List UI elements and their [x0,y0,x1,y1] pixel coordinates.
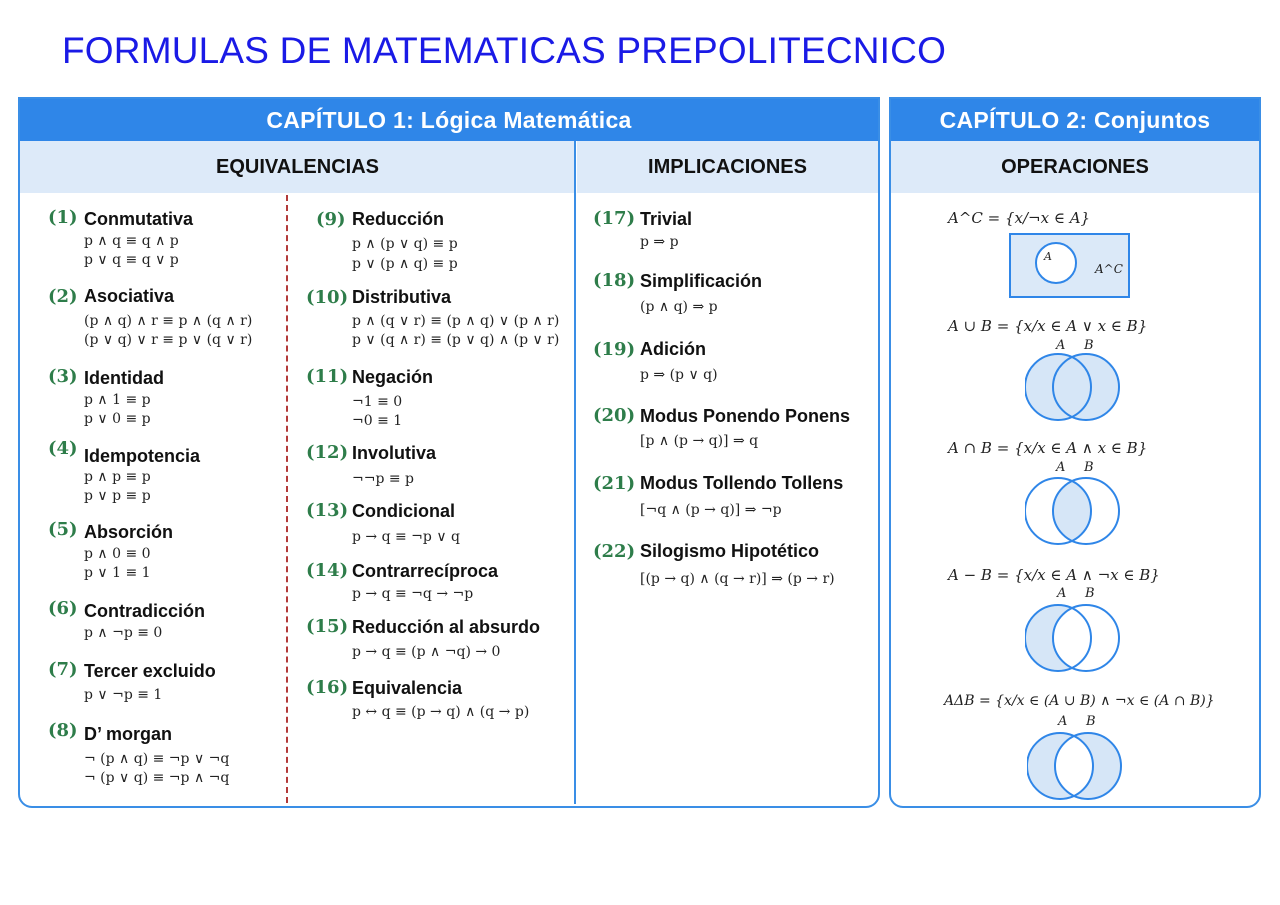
implication-name: Silogismo Hipotético [640,541,820,561]
implication-name: Modus Tollendo Tollens [640,473,844,493]
law-number: (11) [306,366,349,387]
law-number: (13) [306,500,349,521]
law-formula: p ∨ p ≡ p [84,488,151,504]
venn-label-a: A [1057,586,1067,601]
implication-number: (21) [593,473,636,494]
law-formula: ¬0 ≡ 1 [352,413,403,429]
law-name: Reducción [352,209,445,229]
implication-name: Adición [640,339,706,359]
law-number: (2) [48,286,78,307]
law-number: (6) [48,598,78,619]
law-name: Equivalencia [352,678,463,698]
law-formula: ¬ (p ∨ q) ≡ ¬p ∧ ¬q [84,770,230,786]
law-number: (3) [48,366,78,387]
law-name: Contradicción [84,601,206,621]
implication-number: (18) [593,270,636,291]
law-name: Absorción [84,522,174,542]
law-name: Negación [352,367,434,387]
law-formula: p ∧ 1 ≡ p [84,392,151,408]
chapter2-title: CAPÍTULO 2: Conjuntos [891,99,1259,141]
law-formula: p ∨ ¬p ≡ 1 [84,687,163,703]
complement-label-c: A^C [1095,262,1123,276]
law-formula: p ∨ (q ∧ r) ≡ (p ∨ q) ∧ (p ∨ r) [352,332,560,348]
operaciones-header: OPERACIONES [891,141,1259,193]
implication-number: (19) [593,339,636,360]
venn-label-b: B [1086,714,1096,729]
law-number: (16) [306,677,349,698]
venn-label-a: A [1056,338,1066,353]
law-number: (9) [316,209,346,230]
set-a-circle [1036,243,1076,283]
law-formula: p → q ≡ ¬p ∨ q [352,529,460,545]
implication-name: Modus Ponendo Ponens [640,406,850,426]
law-formula: (p ∨ q) ∨ r ≡ p ∨ (q ∨ r) [84,332,253,348]
law-formula: (p ∧ q) ∧ r ≡ p ∧ (q ∧ r) [84,313,253,329]
equivalencias-divider [286,195,288,803]
law-formula: ¬¬p ≡ p [352,471,415,487]
complement-diagram [1009,233,1131,299]
law-formula: p → q ≡ (p ∧ ¬q) → 0 [352,644,501,660]
law-number: (1) [48,207,78,228]
complement-formula: A^C = {x/¬x ∈ A} [948,209,1091,227]
venn-intersection [1025,474,1121,548]
law-formula: ¬1 ≡ 0 [352,394,403,410]
implication-number: (20) [593,405,636,426]
equivalencias-header: EQUIVALENCIAS [20,141,575,193]
law-name: Idempotencia [84,446,201,466]
law-formula: p ∨ 0 ≡ p [84,411,151,427]
venn-symmetric-difference [1027,729,1123,803]
venn-union [1025,350,1121,424]
column-divider [574,141,576,804]
law-formula: p ∧ (q ∨ r) ≡ (p ∧ q) ∨ (p ∧ r) [352,313,560,329]
law-name: Asociativa [84,286,175,306]
venn-label-a: A [1058,714,1068,729]
implication-formula: (p ∧ q) ⇒ p [640,299,718,315]
chapter1-title: CAPÍTULO 1: Lógica Matemática [20,99,878,141]
law-name: Conmutativa [84,209,194,229]
law-number: (10) [306,287,349,308]
implication-formula: [p ∧ (p → q)] ⇒ q [640,433,759,449]
implication-formula: p ⇒ p [640,234,679,250]
law-number: (4) [48,438,78,459]
law-name: Involutiva [352,443,437,463]
venn-label-b: B [1085,586,1095,601]
law-number: (8) [48,720,78,741]
law-formula: p ∨ (p ∧ q) ≡ p [352,256,458,272]
law-formula: p ∨ q ≡ q ∨ p [84,252,179,268]
venn-difference [1025,601,1121,675]
implication-formula: p ⇒ (p ∨ q) [640,367,718,383]
law-name: D’ morgan [84,724,173,744]
set-formula: A − B = {x/x ∈ A ∧ ¬x ∈ B} [948,566,1160,584]
venn-label-b: B [1084,338,1094,353]
implication-formula: [¬q ∧ (p → q)] ⇒ ¬p [640,502,782,518]
complement-label-a: A [1044,250,1052,263]
venn-label-a: A [1056,460,1066,475]
law-formula: ¬ (p ∧ q) ≡ ¬p ∨ ¬q [84,751,230,767]
law-formula: p ∧ q ≡ q ∧ p [84,233,179,249]
law-number: (5) [48,519,78,540]
set-formula: A ∩ B = {x/x ∈ A ∧ x ∈ B} [948,439,1148,457]
law-name: Distributiva [352,287,452,307]
law-formula: p ↔ q ≡ (p → q) ∧ (q → p) [352,704,530,720]
law-number: (7) [48,659,78,680]
implication-number: (22) [593,541,636,562]
law-name: Tercer excluido [84,661,216,681]
law-name: Contrarrecíproca [352,561,499,581]
implication-name: Simplificación [640,271,763,291]
law-formula: p → q ≡ ¬q → ¬p [352,586,474,602]
law-name: Reducción al absurdo [352,617,541,637]
law-formula: p ∧ ¬p ≡ 0 [84,625,163,641]
set-formula: A ∪ B = {x/x ∈ A ∨ x ∈ B} [948,317,1148,335]
law-formula: p ∧ 0 ≡ 0 [84,546,151,562]
law-number: (14) [306,560,349,581]
implication-formula: [(p → q) ∧ (q → r)] ⇒ (p → r) [640,571,835,587]
law-name: Condicional [352,501,455,521]
implication-name: Trivial [640,209,693,229]
implication-number: (17) [593,208,636,229]
law-number: (12) [306,442,349,463]
law-name: Identidad [84,368,164,388]
law-number: (15) [306,616,349,637]
venn-label-b: B [1084,460,1094,475]
implicaciones-header: IMPLICACIONES [577,141,878,193]
page-title: FORMULAS DE MATEMATICAS PREPOLITECNICO [62,30,947,71]
law-formula: p ∨ 1 ≡ 1 [84,565,151,581]
law-formula: p ∧ (p ∨ q) ≡ p [352,236,458,252]
set-formula: AΔB = {x/x ∈ (A ∪ B) ∧ ¬x ∈ (A ∩ B)} [944,693,1215,709]
law-formula: p ∧ p ≡ p [84,469,151,485]
